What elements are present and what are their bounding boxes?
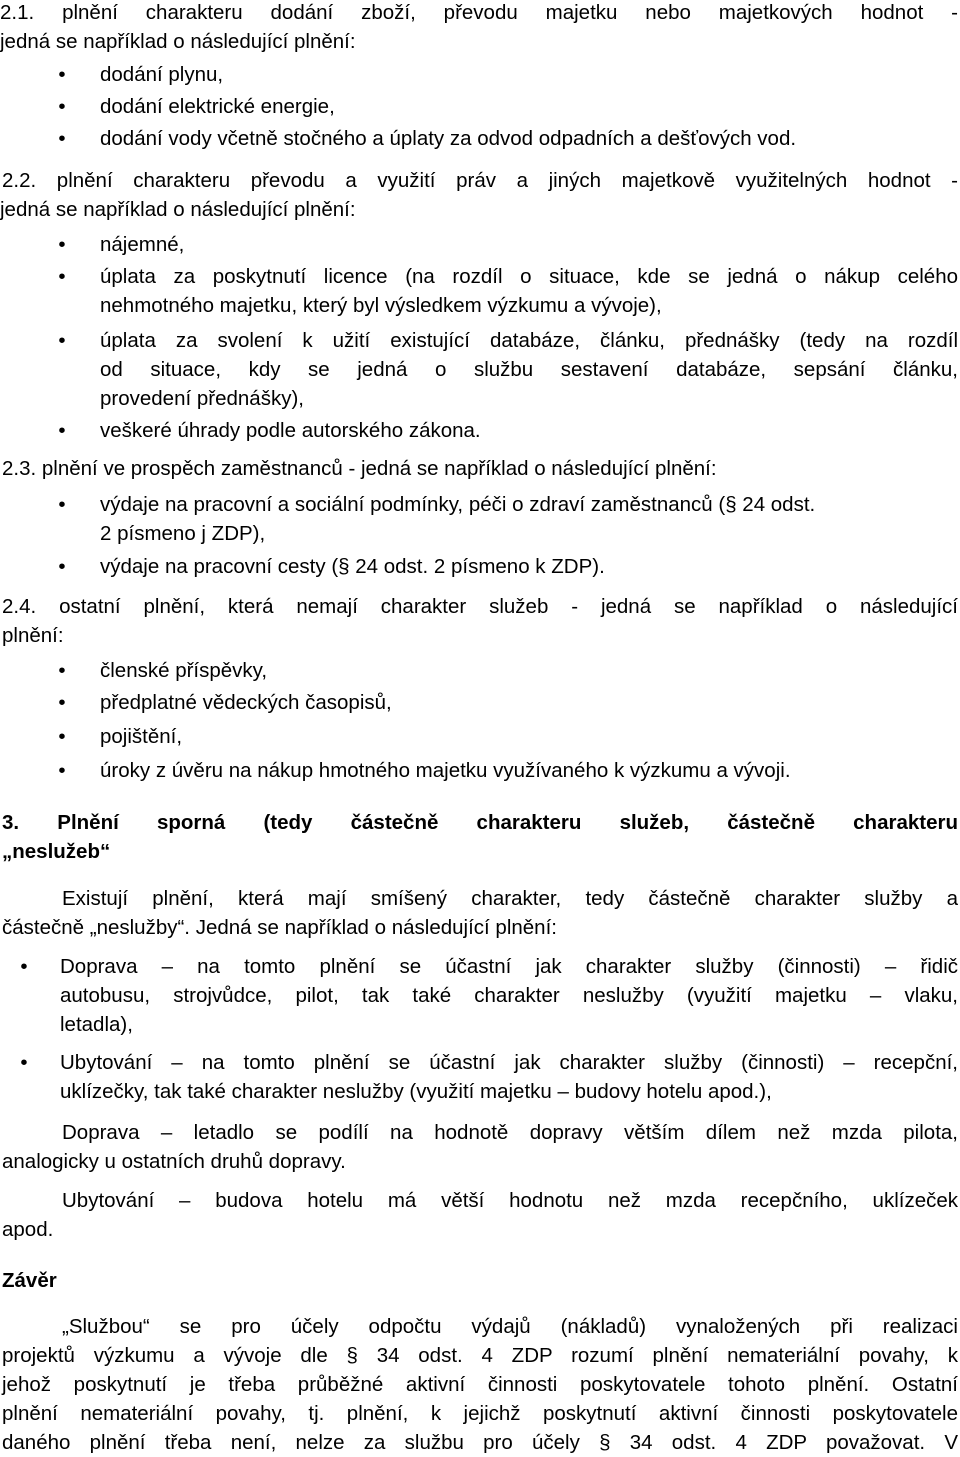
bullet-icon: • bbox=[20, 955, 28, 978]
paragraph-line: analogicky u ostatních druhů dopravy. bbox=[2, 1150, 346, 1173]
bullet-icon: • bbox=[58, 691, 66, 714]
section-3-intro-line-1: Existují plnění, která mají smíšený charakter, tedy částečně charakter služby a bbox=[62, 887, 958, 910]
section-2-2-heading bbox=[0, 166, 960, 224]
list-item-text: dodání vody včetně stočného a úplaty za odvod odpadních a dešťových vod. bbox=[100, 127, 797, 150]
list-item-text: nehmotného majetku, který byl výsledkem výzkumu a vývoje), bbox=[100, 294, 662, 317]
bullet-icon: • bbox=[58, 725, 66, 748]
list-item-text: uklízečky, tak také charakter neslužby (využití majetku – budovy hotelu apod.), bbox=[60, 1080, 772, 1103]
list-item-text: letadla), bbox=[60, 1013, 133, 1036]
list-item-text: od situace, kdy se jedná o službu sestavení databáze, sepsání článku, bbox=[100, 358, 958, 381]
section-2-2-line-1: 2.2. plnění charakteru převodu a využití práv a jiných majetkově využitelných hodnot - bbox=[2, 169, 958, 192]
section-2-4-line-2: plnění: bbox=[2, 624, 64, 647]
section-3-intro bbox=[2, 884, 960, 942]
section-2-3-line-1: 2.3. plnění ve prospěch zaměstnanců - jedná se například o následující plnění: bbox=[2, 457, 717, 480]
paragraph-line: Ubytování – budova hotelu má větší hodnotu než mzda recepčního, uklízeček bbox=[62, 1189, 958, 1212]
section-3-intro-line-2: částečně „neslužby“. Jedná se například o následující plnění: bbox=[2, 916, 557, 939]
paragraph-line: Doprava – letadlo se podílí na hodnotě dopravy větším dílem než mzda pilota, bbox=[62, 1121, 958, 1144]
list-item-text: Ubytování – na tomto plnění se účastní jak charakter služby (činnosti) – recepční, bbox=[60, 1051, 958, 1074]
section-3-paragraph-2 bbox=[2, 1186, 960, 1244]
list-item-text: úroky z úvěru na nákup hmotného majetku využívaného k výzkumu a vývoji. bbox=[100, 759, 791, 782]
bullet-icon: • bbox=[58, 265, 66, 288]
list-item-text: úplata za poskytnutí licence (na rozdíl o situace, kde se jedná o nákup celého bbox=[100, 265, 958, 288]
list-item-text: výdaje na pracovní cesty (§ 24 odst. 2 písmeno k ZDP). bbox=[100, 555, 605, 578]
conclusion-heading-text: Závěr bbox=[2, 1269, 57, 1292]
list-item-text: předplatné vědeckých časopisů, bbox=[100, 691, 392, 714]
list-item-text: nájemné, bbox=[100, 233, 185, 256]
section-3-heading bbox=[2, 808, 960, 866]
section-3-heading-line-1: 3. Plnění sporná (tedy částečně charakteru služeb, částečně charakteru bbox=[2, 811, 958, 834]
bullet-icon: • bbox=[58, 759, 66, 782]
list-item-text: úplata za svolení k užití existující databáze, článku, přednášky (tedy na rozdíl bbox=[100, 329, 958, 352]
list-item-text: výdaje na pracovní a sociální podmínky, péči o zdraví zaměstnanců (§ 24 odst. bbox=[100, 493, 816, 516]
list-item-text: Doprava – na tomto plnění se účastní jak charakter služby (činnosti) – řidič bbox=[60, 955, 958, 978]
paragraph-line: „Službou“ se pro účely odpočtu výdajů (nákladů) vynaložených při realizaci bbox=[62, 1315, 958, 1338]
list-item-text: autobusu, strojvůdce, pilot, tak také charakter neslužby (využití majetku – vlaku, bbox=[60, 984, 958, 1007]
section-2-4-heading bbox=[2, 592, 960, 650]
paragraph-line: apod. bbox=[2, 1218, 54, 1241]
list-item-text: dodání elektrické energie, bbox=[100, 95, 335, 118]
section-2-1-line-1: 2.1. plnění charakteru dodání zboží, převodu majetku nebo majetkových hodnot - bbox=[0, 1, 958, 24]
section-2-4-line-1: 2.4. ostatní plnění, která nemají charakter služeb - jedná se například o následující bbox=[2, 595, 958, 618]
bullet-icon: • bbox=[58, 493, 66, 516]
bullet-icon: • bbox=[58, 659, 66, 682]
conclusion-paragraph bbox=[2, 1312, 960, 1457]
bullet-icon: • bbox=[20, 1051, 28, 1074]
bullet-icon: • bbox=[58, 63, 66, 86]
section-2-3-heading bbox=[2, 454, 960, 483]
paragraph-line: projektů výzkumu a vývoje dle § 34 odst. 4 ZDP rozumí plnění nemateriální povahy, k bbox=[2, 1344, 958, 1367]
paragraph-line: plnění nemateriální povahy, tj. plnění, k jejichž poskytnutí aktivní činnosti poskytovatele bbox=[2, 1402, 958, 1425]
section-3-heading-line-2: „neslužeb“ bbox=[2, 840, 111, 863]
bullet-icon: • bbox=[58, 329, 66, 352]
list-item-text: 2 písmeno j ZDP), bbox=[100, 522, 266, 545]
list-item-text: provedení přednášky), bbox=[100, 387, 304, 410]
bullet-icon: • bbox=[58, 233, 66, 256]
list-item-text: dodání plynu, bbox=[100, 63, 224, 86]
section-2-1-line-2: jedná se například o následující plnění: bbox=[0, 30, 356, 53]
list-item-text: pojištění, bbox=[100, 725, 183, 748]
bullet-icon: • bbox=[58, 127, 66, 150]
paragraph-line: daného plnění třeba není, nelze za službu pro účely § 34 odst. 4 ZDP považovat. V bbox=[2, 1431, 958, 1454]
conclusion-heading bbox=[2, 1266, 960, 1295]
paragraph-line: jehož poskytnutí je třeba průběžné aktivní činnosti poskytovatele tohoto plnění. Ostatní bbox=[2, 1373, 958, 1396]
list-item-text: členské příspěvky, bbox=[100, 659, 268, 682]
bullet-icon: • bbox=[58, 419, 66, 442]
bullet-icon: • bbox=[58, 95, 66, 118]
list-item-text: veškeré úhrady podle autorského zákona. bbox=[100, 419, 481, 442]
bullet-icon: • bbox=[58, 555, 66, 578]
section-2-1-heading bbox=[0, 0, 960, 56]
section-3-paragraph-1 bbox=[2, 1118, 960, 1176]
section-2-2-line-2: jedná se například o následující plnění: bbox=[0, 198, 356, 221]
